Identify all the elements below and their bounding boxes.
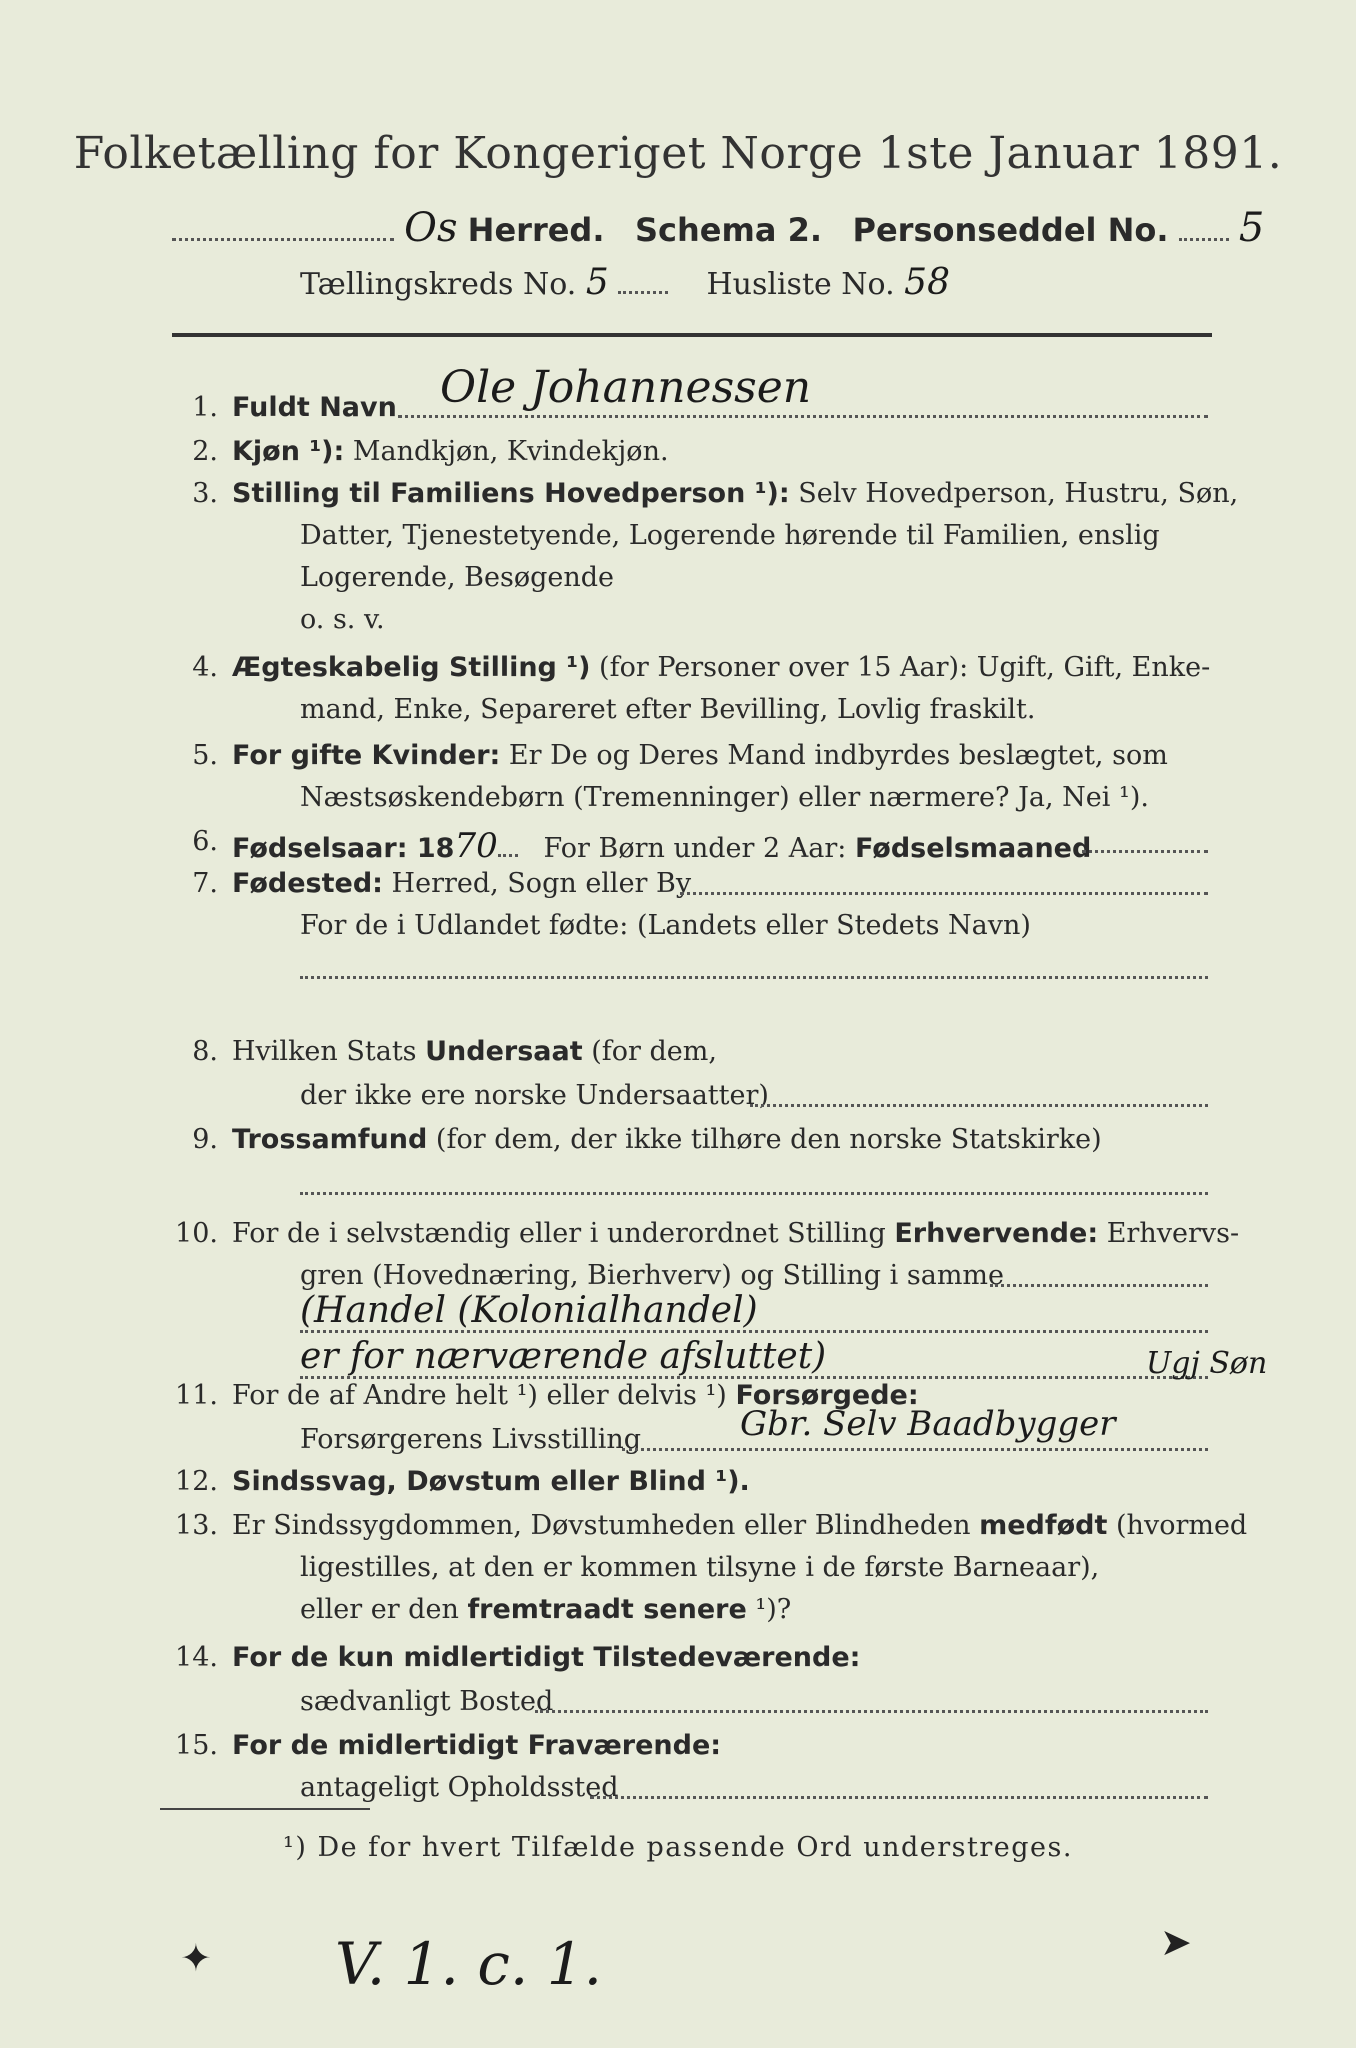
aegteskab-line: Ægteskabelig Stilling ¹) (for Personer over 15 Aar): Ugift, Gift, Enke- — [232, 652, 1211, 683]
bottom-note: V. 1. c. 1. — [335, 1930, 603, 1998]
item-number: 13. — [175, 1510, 218, 1541]
medfodt-line-2: ligestilles, at den er kommen tilsyne i de første Barneaar), — [300, 1552, 1100, 1583]
item-number: 14. — [175, 1642, 218, 1673]
forsorgede-line-2: Forsørgerens Livsstilling — [300, 1424, 642, 1455]
trossamfund-line: Trossamfund (for dem, der ikke tilhøre den norske Statskirke) — [232, 1124, 1102, 1155]
fravaerende-line: For de midlertidigt Fraværende: — [232, 1730, 722, 1761]
stilling-line: Stilling til Familiens Hovedperson ¹): Selv Hovedperson, Hustru, Søn, — [232, 478, 1239, 509]
taellingskreds-line — [300, 262, 950, 303]
herred-line — [172, 205, 1264, 251]
item-number: 5. — [192, 740, 218, 771]
footnote: ¹) De for hvert Tilfælde passende Ord understreges. — [283, 1832, 1073, 1863]
undersaat-line-2: der ikke ere norske Undersaatter) — [300, 1080, 769, 1111]
item-number: 10. — [175, 1218, 218, 1249]
tilstede-line: For de kun midlertidigt Tilstedeværende: — [232, 1642, 861, 1673]
stilling-line-2: Datter, Tjenestetyende, Logerende hørende til Familien, enslig — [300, 520, 1160, 551]
herred-value: Os — [404, 205, 458, 251]
tilstede-line-2: sædvanligt Bosted — [300, 1686, 554, 1717]
fodselsaar-value: 70 — [454, 826, 498, 866]
item-number: 8. — [192, 1036, 218, 1067]
fodselsaar-line: Fødselsaar: 1870 For Børn under 2 Aar: Fødselsmaaned — [232, 826, 1092, 866]
footnote-rule — [160, 1808, 370, 1810]
item-number: 7. — [192, 868, 218, 899]
arrow-mark-icon: ➤ — [1160, 1920, 1192, 1964]
erhverv-value-2: er for nærværende afsluttet) — [300, 1336, 827, 1377]
herred-label: Herred. — [467, 211, 605, 249]
item-number: 6. — [192, 826, 218, 857]
schema-label: Schema 2. — [635, 211, 822, 249]
husliste-value: 58 — [904, 262, 950, 303]
erhverv-value-side: Ugj Søn — [1146, 1346, 1268, 1381]
erhverv-line-2: gren (Hovednæring, Bierhverv) og Stilling i samme — [300, 1260, 1005, 1291]
fravaerende-line-2: antageligt Opholdssted — [300, 1772, 619, 1803]
kjon-line: Kjøn ¹): Mandkjøn, Kvindekjøn. — [232, 436, 669, 467]
fuldt-navn-label: Fuldt Navn — [232, 392, 397, 423]
forsorger-value: Gbr. Selv Baadbygger — [740, 1404, 1116, 1444]
stilling-line-3: Logerende, Besøgende — [300, 562, 614, 593]
taellingskreds-label: Tællingskreds No. — [300, 267, 577, 302]
erhverv-line: For de i selvstændig eller i underordnet Stilling Erhvervende: Erhvervs- — [232, 1218, 1240, 1249]
item-number: 4. — [192, 652, 218, 683]
form-title: Folketælling for Kongeriget Norge 1ste Januar 1891. — [73, 128, 1283, 179]
gifte-line-2: Næstsøskendebørn (Tremenninger) eller nærmere? Ja, Nei ¹). — [300, 782, 1149, 813]
personseddel-label: Personseddel No. — [852, 211, 1169, 249]
undersaat-line: Hvilken Stats Undersaat (for dem, — [232, 1036, 717, 1067]
sindssvag-line: Sindssvag, Døvstum eller Blind ¹). — [232, 1466, 750, 1497]
fuldt-navn-value: Ole Johannessen — [440, 362, 812, 413]
item-number: 12. — [175, 1466, 218, 1497]
item-number: 1. — [192, 392, 218, 423]
erhverv-value-1: (Handel (Kolonialhandel) — [300, 1290, 758, 1331]
star-mark-icon: ✦ — [180, 1936, 212, 1980]
item-number: 15. — [175, 1730, 218, 1761]
personseddel-value: 5 — [1238, 205, 1265, 251]
taellingskreds-value: 5 — [585, 262, 609, 303]
aegteskab-line-2: mand, Enke, Separeret efter Bevilling, Lovlig fraskilt. — [300, 694, 1036, 725]
forsorgede-line: For de af Andre helt ¹) eller delvis ¹) Forsørgede: — [232, 1380, 919, 1411]
item-number: 11. — [175, 1380, 218, 1411]
item-number: 9. — [192, 1124, 218, 1155]
item-number: 2. — [192, 436, 218, 467]
medfodt-line: Er Sindssygdommen, Døvstumheden eller Blindheden medfødt (hvormed — [232, 1510, 1248, 1541]
gifte-line: For gifte Kvinder: Er De og Deres Mand indbyrdes beslægtet, som — [232, 740, 1168, 771]
item-number: 3. — [192, 478, 218, 509]
fodested-line-2: For de i Udlandet fødte: (Landets eller Stedets Navn) — [300, 910, 1031, 941]
stilling-line-4: o. s. v. — [300, 604, 385, 635]
husliste-label: Husliste No. — [706, 267, 895, 302]
medfodt-line-3: eller er den fremtraadt senere ¹)? — [300, 1594, 792, 1625]
fodested-line: Fødested: Herred, Sogn eller By — [232, 868, 692, 899]
header-rule — [172, 333, 1212, 337]
